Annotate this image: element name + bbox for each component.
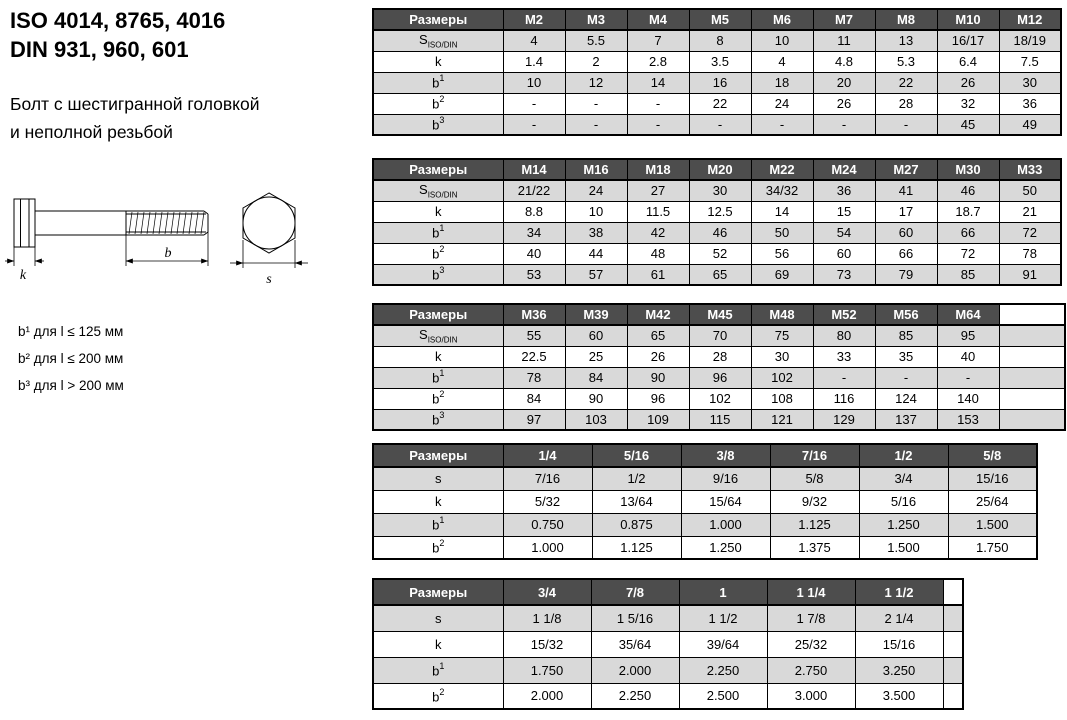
empty-cell (999, 325, 1065, 346)
dimension-value-cell: 20 (813, 72, 875, 93)
dimension-value-cell: 2.250 (679, 657, 767, 683)
size-column-header: M45 (689, 304, 751, 325)
dimension-value-cell: 4 (503, 30, 565, 51)
dimension-value-cell: 39/64 (679, 631, 767, 657)
size-column-header: M56 (875, 304, 937, 325)
k-dimension-label: k (19, 268, 27, 283)
size-column-header: M64 (937, 304, 999, 325)
dimension-value-cell: 69 (751, 264, 813, 285)
dimension-value-cell: 109 (627, 409, 689, 430)
dimension-value-cell: 129 (813, 409, 875, 430)
dimension-row-label: $b^3$ (373, 114, 503, 135)
size-column-header: M18 (627, 159, 689, 180)
dimension-value-cell: 80 (813, 325, 875, 346)
dimension-value-cell: 8.8 (503, 201, 565, 222)
dimension-row-label: $S_{ISO/DIN}$ (373, 325, 503, 346)
size-column-header: M24 (813, 159, 875, 180)
table-header-label: Размеры (373, 579, 503, 605)
table-header-label: Размеры (373, 159, 503, 180)
dimension-table-3 (372, 303, 1066, 431)
dimension-value-cell: 2.000 (591, 657, 679, 683)
dimension-value-cell: 35 (875, 346, 937, 367)
b-dimension-label: b (164, 246, 172, 261)
dimension-value-cell: - (565, 93, 627, 114)
dimension-row-label: $b^3$ (373, 264, 503, 285)
dimension-value-cell: 44 (565, 243, 627, 264)
dimension-value-cell: 116 (813, 388, 875, 409)
dimension-value-cell: 30 (999, 72, 1061, 93)
dimension-value-cell: 46 (937, 180, 999, 201)
dimension-value-cell: 34 (503, 222, 565, 243)
dimension-value-cell: 7.5 (999, 51, 1061, 72)
dimension-row-label: $S_{ISO/DIN}$ (373, 30, 503, 51)
dimension-value-cell: 15 (813, 201, 875, 222)
dimension-value-cell: - (875, 114, 937, 135)
dimension-value-cell: 1 1/8 (503, 605, 591, 631)
dimension-value-cell: 60 (875, 222, 937, 243)
dimension-value-cell: 2.750 (767, 657, 855, 683)
dimension-row-label: s (373, 467, 503, 490)
dimension-value-cell: 21/22 (503, 180, 565, 201)
dimension-value-cell: - (813, 367, 875, 388)
dimension-value-cell: 1 1/2 (679, 605, 767, 631)
dimension-row-label: $b^1$ (373, 367, 503, 388)
dimension-value-cell: 57 (565, 264, 627, 285)
dimension-row-label: k (373, 51, 503, 72)
dimension-value-cell: 5/32 (503, 490, 592, 513)
dimension-notes (18, 318, 124, 399)
dimension-value-cell: 25/64 (948, 490, 1037, 513)
dimension-value-cell: 45 (937, 114, 999, 135)
dimension-value-cell: 27 (627, 180, 689, 201)
dimension-value-cell: 11 (813, 30, 875, 51)
size-column-header: M2 (503, 9, 565, 30)
dimension-value-cell: 66 (937, 222, 999, 243)
dimension-value-cell: 78 (503, 367, 565, 388)
dimension-value-cell: 0.875 (592, 513, 681, 536)
dimension-value-cell: - (503, 93, 565, 114)
dimension-value-cell: 137 (875, 409, 937, 430)
dimension-row-label: k (373, 490, 503, 513)
size-column-header: M12 (999, 9, 1061, 30)
dimension-value-cell: 30 (751, 346, 813, 367)
dimension-value-cell: 7/16 (503, 467, 592, 490)
dimension-value-cell: 1.125 (592, 536, 681, 559)
dimension-value-cell: 17 (875, 201, 937, 222)
dimension-value-cell: 26 (937, 72, 999, 93)
empty-cell (999, 304, 1065, 325)
dimension-value-cell: 16 (689, 72, 751, 93)
size-column-header: 1/4 (503, 444, 592, 467)
dimension-value-cell: 3.250 (855, 657, 943, 683)
dimension-value-cell: 9/32 (770, 490, 859, 513)
dimension-value-cell: 26 (627, 346, 689, 367)
size-column-header: M48 (751, 304, 813, 325)
dimension-value-cell: 32 (937, 93, 999, 114)
dimension-value-cell: 18 (751, 72, 813, 93)
dimension-table-5 (372, 578, 964, 710)
dimension-value-cell: 25 (565, 346, 627, 367)
dimension-value-cell: 55 (503, 325, 565, 346)
bolt-side-view (14, 199, 208, 247)
dimension-value-cell: 34/32 (751, 180, 813, 201)
dimension-value-cell: 3.500 (855, 683, 943, 709)
standards-title-din: DIN 931, 960, 601 (10, 37, 189, 62)
dimension-value-cell: - (813, 114, 875, 135)
dimension-value-cell: 50 (751, 222, 813, 243)
dimension-table-2 (372, 158, 1062, 286)
standards-title-iso: ISO 4014, 8765, 4016 (10, 8, 226, 33)
s-dimension (230, 240, 308, 268)
table-header-label: Размеры (373, 9, 503, 30)
dimension-value-cell: 49 (999, 114, 1061, 135)
empty-cell (943, 579, 963, 605)
dimension-value-cell: 41 (875, 180, 937, 201)
empty-cell (999, 346, 1065, 367)
dimension-value-cell: 18/19 (999, 30, 1061, 51)
dimension-value-cell: 8 (689, 30, 751, 51)
dimension-value-cell: 78 (999, 243, 1061, 264)
dimension-value-cell: 15/16 (948, 467, 1037, 490)
dimension-value-cell: 121 (751, 409, 813, 430)
dimension-value-cell: 79 (875, 264, 937, 285)
dimension-value-cell: 13 (875, 30, 937, 51)
table-header-label: Размеры (373, 304, 503, 325)
size-column-header: 3/4 (503, 579, 591, 605)
size-column-header: M22 (751, 159, 813, 180)
dimension-value-cell: 15/64 (681, 490, 770, 513)
dimension-row-label: $b^1$ (373, 657, 503, 683)
dimension-value-cell: 10 (503, 72, 565, 93)
empty-cell (943, 605, 963, 631)
dimension-value-cell: 140 (937, 388, 999, 409)
size-column-header: M3 (565, 9, 627, 30)
size-column-header: 5/16 (592, 444, 681, 467)
dimension-value-cell: 84 (503, 388, 565, 409)
empty-cell (999, 388, 1065, 409)
dimension-value-cell: - (627, 114, 689, 135)
dimension-value-cell: 124 (875, 388, 937, 409)
size-column-header: M52 (813, 304, 875, 325)
dimension-value-cell: 48 (627, 243, 689, 264)
dimension-value-cell: 66 (875, 243, 937, 264)
dimension-value-cell: - (751, 114, 813, 135)
dimension-value-cell: 35/64 (591, 631, 679, 657)
dimension-value-cell: 24 (751, 93, 813, 114)
size-column-header: M5 (689, 9, 751, 30)
dimension-value-cell: 15/32 (503, 631, 591, 657)
dimension-value-cell: 5.5 (565, 30, 627, 51)
dimension-value-cell: 42 (627, 222, 689, 243)
k-dimension (5, 247, 44, 266)
dimension-value-cell: 53 (503, 264, 565, 285)
dimension-value-cell: 1 5/16 (591, 605, 679, 631)
dimension-value-cell: 3.5 (689, 51, 751, 72)
dimension-value-cell: 1.000 (503, 536, 592, 559)
dimension-row-label: $b^2$ (373, 683, 503, 709)
dimension-value-cell: 38 (565, 222, 627, 243)
dimension-value-cell: 153 (937, 409, 999, 430)
dimension-value-cell: 14 (751, 201, 813, 222)
dimension-value-cell: 65 (689, 264, 751, 285)
dimension-value-cell: 65 (627, 325, 689, 346)
dimension-row-label: $b^2$ (373, 536, 503, 559)
product-name-line2: и неполной резьбой (10, 122, 173, 142)
dimension-value-cell: 0.750 (503, 513, 592, 536)
dimension-row-label: k (373, 201, 503, 222)
tables-container (372, 0, 1067, 720)
dimension-value-cell: 40 (503, 243, 565, 264)
dimension-value-cell: 50 (999, 180, 1061, 201)
dimension-value-cell: 84 (565, 367, 627, 388)
dimension-value-cell: 33 (813, 346, 875, 367)
dimension-value-cell: 30 (689, 180, 751, 201)
dimension-value-cell: 3.000 (767, 683, 855, 709)
size-column-header: M42 (627, 304, 689, 325)
dimension-value-cell: 22 (875, 72, 937, 93)
dimension-value-cell: 2.000 (503, 683, 591, 709)
dimension-value-cell: 28 (875, 93, 937, 114)
dimension-row-label: k (373, 631, 503, 657)
dimension-value-cell: 25/32 (767, 631, 855, 657)
dimension-value-cell: 18.7 (937, 201, 999, 222)
dimension-value-cell: 96 (627, 388, 689, 409)
dimension-value-cell: - (689, 114, 751, 135)
dimension-value-cell: 2 (565, 51, 627, 72)
note-b2: b² для l ≤ 200 мм (18, 351, 124, 366)
dimension-value-cell: 90 (565, 388, 627, 409)
dimension-value-cell: 36 (813, 180, 875, 201)
table-header-label: Размеры (373, 444, 503, 467)
dimension-value-cell: 1.250 (859, 513, 948, 536)
dimension-value-cell: 102 (689, 388, 751, 409)
dimension-value-cell: 1.500 (859, 536, 948, 559)
left-column (10, 6, 368, 146)
size-column-header: 1/2 (859, 444, 948, 467)
dimension-value-cell: 1 7/8 (767, 605, 855, 631)
dimension-value-cell: 73 (813, 264, 875, 285)
dimension-value-cell: 10 (751, 30, 813, 51)
empty-cell (999, 367, 1065, 388)
dimension-value-cell: 22.5 (503, 346, 565, 367)
size-column-header: 1 1/2 (855, 579, 943, 605)
empty-cell (943, 631, 963, 657)
dimension-value-cell: 3/4 (859, 467, 948, 490)
size-column-header: 5/8 (948, 444, 1037, 467)
dimension-value-cell: 6.4 (937, 51, 999, 72)
dimension-row-label: $b^2$ (373, 388, 503, 409)
dimension-value-cell: 9/16 (681, 467, 770, 490)
dimension-value-cell: 85 (875, 325, 937, 346)
dimension-value-cell: 1.125 (770, 513, 859, 536)
dimension-value-cell: 10 (565, 201, 627, 222)
dimension-value-cell: 75 (751, 325, 813, 346)
dimension-value-cell: 24 (565, 180, 627, 201)
dimension-value-cell: 2.500 (679, 683, 767, 709)
dimension-value-cell: 103 (565, 409, 627, 430)
dimension-value-cell: 1.250 (681, 536, 770, 559)
s-dimension-label: s (266, 272, 272, 287)
dimension-value-cell: 7 (627, 30, 689, 51)
dimension-row-label: $b^1$ (373, 222, 503, 243)
dimension-value-cell: 2.250 (591, 683, 679, 709)
dimension-value-cell: 102 (751, 367, 813, 388)
dimension-table-1 (372, 8, 1062, 136)
dimension-value-cell: 4.8 (813, 51, 875, 72)
dimension-value-cell: 40 (937, 346, 999, 367)
dimension-value-cell: 21 (999, 201, 1061, 222)
dimension-value-cell: 46 (689, 222, 751, 243)
dimension-value-cell: 97 (503, 409, 565, 430)
note-b1: b¹ для l ≤ 125 мм (18, 324, 124, 339)
dimension-value-cell: 1.375 (770, 536, 859, 559)
size-column-header: M16 (565, 159, 627, 180)
size-column-header: M6 (751, 9, 813, 30)
size-column-header: M14 (503, 159, 565, 180)
dimension-value-cell: 22 (689, 93, 751, 114)
dimension-value-cell: 13/64 (592, 490, 681, 513)
empty-cell (943, 657, 963, 683)
dimension-value-cell: 12 (565, 72, 627, 93)
dimension-value-cell: 1.000 (681, 513, 770, 536)
product-name-line1: Болт с шестигранной головкой (10, 94, 260, 114)
dimension-value-cell: 115 (689, 409, 751, 430)
empty-cell (943, 683, 963, 709)
dimension-value-cell: 26 (813, 93, 875, 114)
dimension-row-label: $b^3$ (373, 409, 503, 430)
dimension-value-cell: 1.750 (503, 657, 591, 683)
size-column-header: M8 (875, 9, 937, 30)
dimension-value-cell: 28 (689, 346, 751, 367)
dimension-value-cell: - (565, 114, 627, 135)
dimension-value-cell: 60 (565, 325, 627, 346)
dimension-value-cell: 16/17 (937, 30, 999, 51)
size-column-header: M10 (937, 9, 999, 30)
dimension-value-cell: 85 (937, 264, 999, 285)
dimension-value-cell: 56 (751, 243, 813, 264)
size-column-header: M4 (627, 9, 689, 30)
hex-head-front-view (243, 193, 295, 253)
dimension-row-label: s (373, 605, 503, 631)
size-column-header: 1 (679, 579, 767, 605)
dimension-value-cell: 36 (999, 93, 1061, 114)
dimension-value-cell: 1.500 (948, 513, 1037, 536)
size-column-header: M7 (813, 9, 875, 30)
empty-cell (999, 409, 1065, 430)
dimension-value-cell: 72 (999, 222, 1061, 243)
size-column-header: M33 (999, 159, 1061, 180)
dimension-value-cell: 90 (627, 367, 689, 388)
size-column-header: M27 (875, 159, 937, 180)
dimension-table-4 (372, 443, 1038, 560)
dimension-value-cell: 12.5 (689, 201, 751, 222)
dimension-value-cell: 52 (689, 243, 751, 264)
dimension-row-label: $S_{ISO/DIN}$ (373, 180, 503, 201)
dimension-value-cell: - (627, 93, 689, 114)
size-column-header: M36 (503, 304, 565, 325)
size-column-header: M39 (565, 304, 627, 325)
dimension-value-cell: 4 (751, 51, 813, 72)
dimension-value-cell: 2.8 (627, 51, 689, 72)
dimension-value-cell: 5/8 (770, 467, 859, 490)
standards-title (10, 6, 368, 64)
dimension-value-cell: 15/16 (855, 631, 943, 657)
dimension-value-cell: 61 (627, 264, 689, 285)
dimension-value-cell: 95 (937, 325, 999, 346)
size-column-header: 3/8 (681, 444, 770, 467)
dimension-value-cell: 1.4 (503, 51, 565, 72)
dimension-value-cell: 70 (689, 325, 751, 346)
dimension-value-cell: - (937, 367, 999, 388)
dimension-row-label: $b^2$ (373, 93, 503, 114)
bolt-drawing (4, 188, 344, 293)
dimension-value-cell: - (503, 114, 565, 135)
dimension-value-cell: 11.5 (627, 201, 689, 222)
size-column-header: M20 (689, 159, 751, 180)
size-column-header: M30 (937, 159, 999, 180)
dimension-value-cell: 96 (689, 367, 751, 388)
dimension-value-cell: 108 (751, 388, 813, 409)
dimension-value-cell: - (875, 367, 937, 388)
size-column-header: 7/8 (591, 579, 679, 605)
note-b3: b³ для l > 200 мм (18, 378, 124, 393)
dimension-value-cell: 5.3 (875, 51, 937, 72)
dimension-value-cell: 5/16 (859, 490, 948, 513)
size-column-header: 1 1/4 (767, 579, 855, 605)
dimension-row-label: $b^2$ (373, 243, 503, 264)
dimension-row-label: $b^1$ (373, 513, 503, 536)
dimension-value-cell: 91 (999, 264, 1061, 285)
dimension-value-cell: 60 (813, 243, 875, 264)
dimension-value-cell: 54 (813, 222, 875, 243)
dimension-value-cell: 1.750 (948, 536, 1037, 559)
dimension-row-label: $b^1$ (373, 72, 503, 93)
dimension-value-cell: 1/2 (592, 467, 681, 490)
dimension-value-cell: 72 (937, 243, 999, 264)
dimension-value-cell: 14 (627, 72, 689, 93)
dimension-row-label: k (373, 346, 503, 367)
product-name (10, 90, 368, 146)
size-column-header: 7/16 (770, 444, 859, 467)
dimension-value-cell: 2 1/4 (855, 605, 943, 631)
